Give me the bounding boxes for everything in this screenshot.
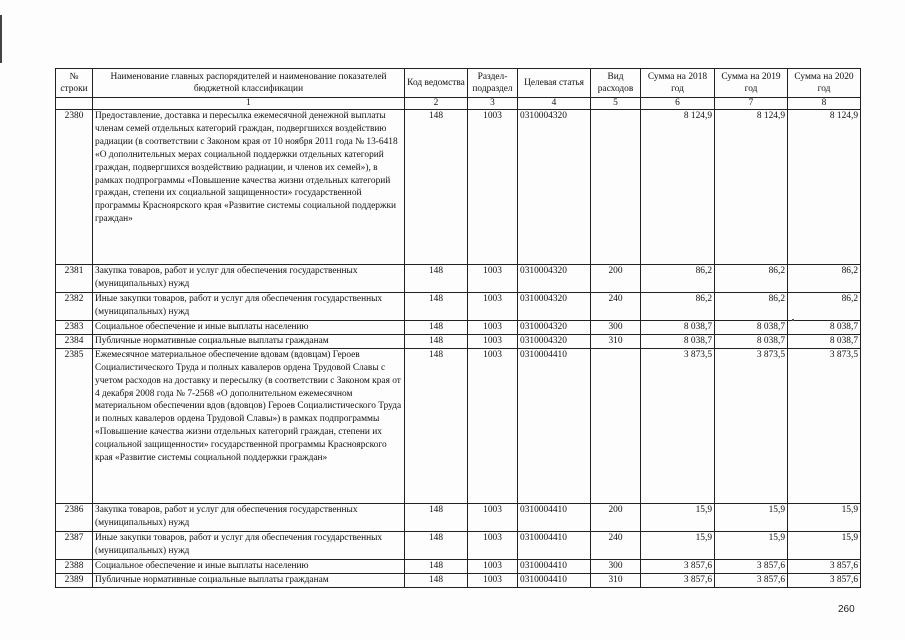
row-sum-2019: 3 857,6 [715,559,788,573]
row-name: Предоставление, доставка и пересылка ежемесячной денежной выплаты членам семей отдельных категорий граждан, подвергшихся воздействию радиации (в соответствии с Законом края от 10 ноября 2011 года № 13-6418 «О дополнительных мерах социальной поддержки отдельных категорий граждан, подвергшихся воздействию радиации, и членов их семей»), в рамках подпрограммы «Повышение качества жизни отдельных категорий граждан, степени их социальной защищенности» государственной программы Красноярского края «Развитие системы социальной поддержки граждан» [93,110,405,265]
header-sum-2020: Сумма на 2020 год [788,69,861,98]
row-name: Публичные нормативные социальные выплаты гражданам [93,573,405,587]
row-sum-2020: 3 857,6 [788,559,861,573]
row-section: 1003 [468,110,518,265]
header-name: Наименование главных распорядителей и наименование показателей бюджетной классификации [93,69,405,98]
row-number: 2385 [56,348,93,503]
row-number: 2380 [56,110,93,265]
column-number-row [56,98,861,110]
row-number: 2386 [56,503,93,531]
row-expense-kind: 240 [591,531,641,559]
row-sum-2019: 15,9 [715,503,788,531]
row-dept-code: 148 [405,348,468,503]
row-expense-kind: 300 [591,559,641,573]
row-section: 1003 [468,348,518,503]
colnum-8: 8 [788,98,861,110]
row-target: 0310004320 [518,265,591,293]
row-dept-code: 148 [405,321,468,335]
scan-speck [792,319,794,321]
row-section: 1003 [468,293,518,321]
row-target: 0310004320 [518,293,591,321]
table-row [56,503,861,531]
row-name: Иные закупки товаров, работ и услуг для обеспечения государственных (муниципальных) нужд [93,293,405,321]
header-expense-kind: Вид расходов [591,69,641,98]
row-section: 1003 [468,503,518,531]
colnum-5: 5 [591,98,641,110]
row-sum-2018: 8 038,7 [641,334,715,348]
header-section: Раздел-подраздел [468,69,518,98]
table-row [56,110,861,265]
table-row [56,348,861,503]
row-sum-2018: 8 124,9 [641,110,715,265]
row-section: 1003 [468,321,518,335]
row-sum-2020: 8 124,9 [788,110,861,265]
row-expense-kind: 200 [591,503,641,531]
row-number: 2381 [56,265,93,293]
row-sum-2020: 8 038,7 [788,321,861,335]
row-sum-2018: 8 038,7 [641,321,715,335]
header-dept-code: Код ведомства [405,69,468,98]
table-header-row [56,69,861,98]
row-expense-kind [591,110,641,265]
row-sum-2018: 3 857,6 [641,559,715,573]
colnum-4: 4 [518,98,591,110]
row-sum-2019: 3 873,5 [715,348,788,503]
row-name: Ежемесячное материальное обеспечение вдовам (вдовцам) Героев Социалистического Труда и полных кавалеров ордена Трудовой Славы с учетом расходов на доставку и пересылку (в соответствии с Законом края от 4 декабря 2008 года № 7-2568 «О дополнительном ежемесячном материальном обеспечении вдов (вдовцов) Героев Социалистического Труда и полных кавалеров ордена Трудовой Славы») в рамках подпрограммы «Повышение качества жизни отдельных категорий граждан, степени их социальной защищенности» государственной программы Красноярского края «Развитие системы социальной поддержки граждан» [93,348,405,503]
header-sum-2019: Сумма на 2019 год [715,69,788,98]
row-expense-kind: 240 [591,293,641,321]
table-row [56,531,861,559]
table-row [56,265,861,293]
row-sum-2018: 86,2 [641,265,715,293]
colnum-empty [56,98,93,110]
row-sum-2019: 15,9 [715,531,788,559]
row-sum-2018: 15,9 [641,503,715,531]
row-sum-2019: 8 124,9 [715,110,788,265]
row-number: 2388 [56,559,93,573]
row-name: Публичные нормативные социальные выплаты гражданам [93,334,405,348]
row-target: 0310004320 [518,321,591,335]
row-sum-2020: 3 873,5 [788,348,861,503]
row-sum-2019: 8 038,7 [715,321,788,335]
row-sum-2020: 86,2 [788,265,861,293]
row-dept-code: 148 [405,293,468,321]
row-number: 2387 [56,531,93,559]
row-dept-code: 148 [405,265,468,293]
colnum-1: 1 [93,98,405,110]
row-name: Социальное обеспечение и иные выплаты населению [93,321,405,335]
row-target: 0310004320 [518,334,591,348]
page-number: 260 [838,604,855,615]
row-section: 1003 [468,573,518,587]
row-number: 2382 [56,293,93,321]
row-sum-2018: 15,9 [641,531,715,559]
row-target: 0310004320 [518,110,591,265]
row-section: 1003 [468,531,518,559]
row-expense-kind: 200 [591,265,641,293]
row-sum-2020: 15,9 [788,531,861,559]
row-sum-2020: 86,2 [788,293,861,321]
row-dept-code: 148 [405,334,468,348]
row-target: 0310004410 [518,559,591,573]
row-sum-2018: 3 873,5 [641,348,715,503]
row-dept-code: 148 [405,573,468,587]
header-row-number: № строки [56,69,93,98]
row-name: Закупка товаров, работ и услуг для обеспечения государственных (муниципальных) нужд [93,265,405,293]
row-name: Социальное обеспечение и иные выплаты населению [93,559,405,573]
colnum-2: 2 [405,98,468,110]
table-row [56,573,861,587]
row-section: 1003 [468,265,518,293]
row-name: Иные закупки товаров, работ и услуг для обеспечения государственных (муниципальных) нужд [93,531,405,559]
row-number: 2389 [56,573,93,587]
table-row [56,321,861,335]
scan-edge-mark [0,15,2,63]
row-sum-2019: 86,2 [715,293,788,321]
row-expense-kind: 310 [591,334,641,348]
row-sum-2019: 8 038,7 [715,334,788,348]
row-target: 0310004410 [518,348,591,503]
row-sum-2020: 3 857,6 [788,573,861,587]
row-target: 0310004410 [518,503,591,531]
table-row [56,559,861,573]
row-number: 2383 [56,321,93,335]
row-target: 0310004410 [518,573,591,587]
row-sum-2018: 86,2 [641,293,715,321]
row-section: 1003 [468,559,518,573]
row-sum-2019: 86,2 [715,265,788,293]
row-expense-kind: 310 [591,573,641,587]
row-sum-2018: 3 857,6 [641,573,715,587]
row-target: 0310004410 [518,531,591,559]
row-dept-code: 148 [405,503,468,531]
header-target: Целевая статья [518,69,591,98]
colnum-3: 3 [468,98,518,110]
row-dept-code: 148 [405,531,468,559]
table-row [56,293,861,321]
row-name: Закупка товаров, работ и услуг для обеспечения государственных (муниципальных) нужд [93,503,405,531]
row-sum-2020: 15,9 [788,503,861,531]
row-dept-code: 148 [405,559,468,573]
header-sum-2018: Сумма на 2018 год [641,69,715,98]
row-dept-code: 148 [405,110,468,265]
row-section: 1003 [468,334,518,348]
table-row [56,334,861,348]
row-sum-2020: 8 038,7 [788,334,861,348]
colnum-7: 7 [715,98,788,110]
row-expense-kind [591,348,641,503]
row-expense-kind: 300 [591,321,641,335]
colnum-6: 6 [641,98,715,110]
budget-table [55,68,861,588]
row-number: 2384 [56,334,93,348]
row-sum-2019: 3 857,6 [715,573,788,587]
